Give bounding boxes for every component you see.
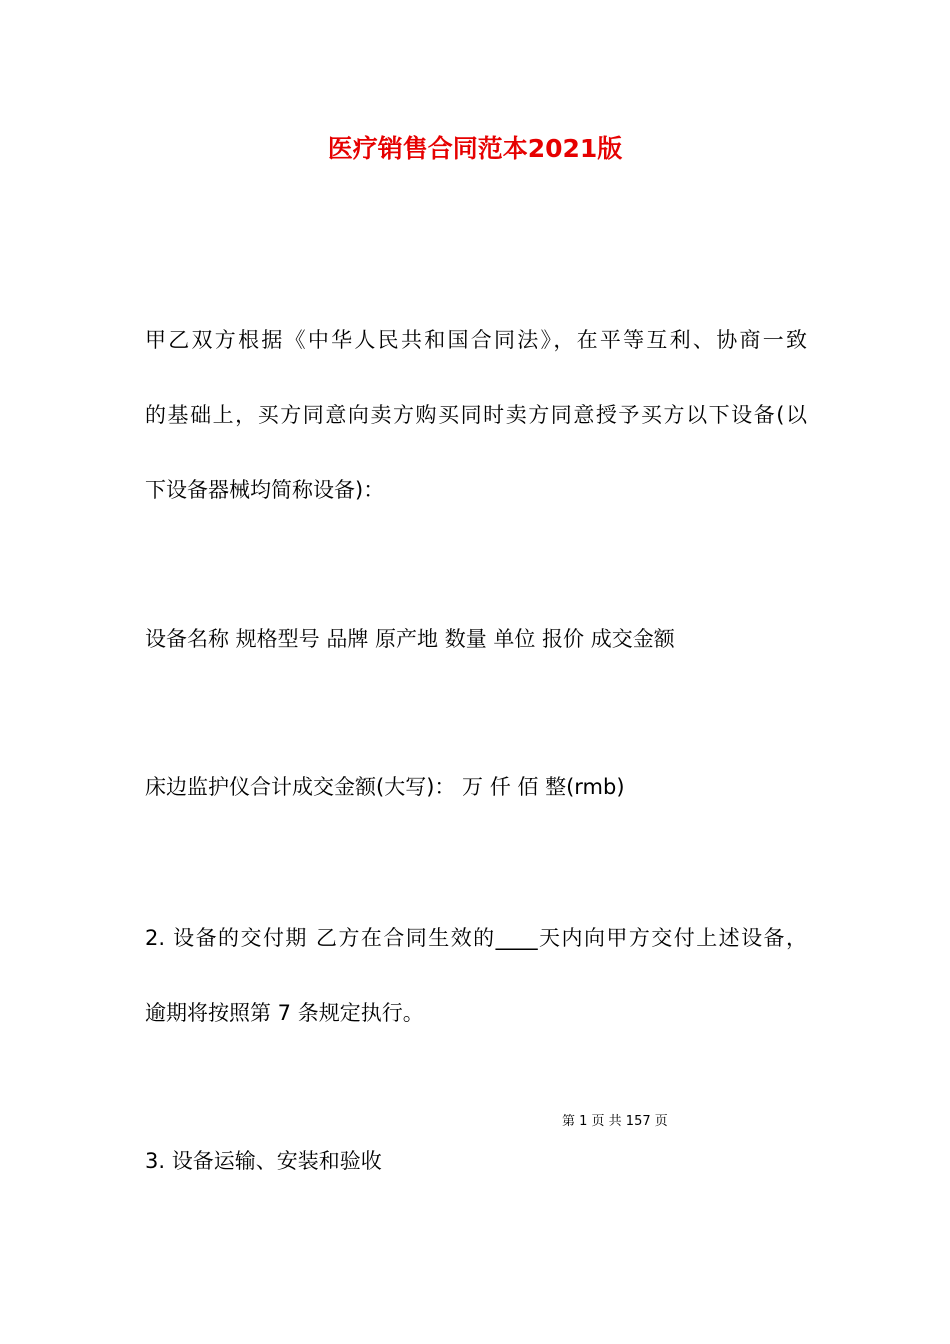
delivery-clause-line-1: 2. 设备的交付期 乙方在合同生效的____天内向甲方交付上述设备， [145,926,807,950]
page-number-footer: 第 1 页 共 157 页 [562,1114,668,1129]
equipment-table-header: 设备名称 规格型号 品牌 原产地 数量 单位 报价 成交金额 [145,627,675,651]
document-title: 医疗销售合同范本2021版 [327,134,623,163]
intro-paragraph-line-3: 下设备器械均简称设备)： [145,478,385,502]
delivery-clause-line-2: 逾期将按照第 7 条规定执行。 [145,1001,424,1025]
intro-paragraph-line-1: 甲乙双方根据《中华人民共和国合同法》，在平等互利、协商一致 [145,328,807,352]
total-amount-line: 床边监护仪合计成交金额(大写)： 万 仟 佰 整(rmb) [145,775,625,799]
intro-paragraph-line-2: 的基础上，买方同意向卖方购买同时卖方同意授予买方以下设备(以 [145,403,807,427]
section-3-heading: 3. 设备运输、安装和验收 [145,1149,382,1173]
